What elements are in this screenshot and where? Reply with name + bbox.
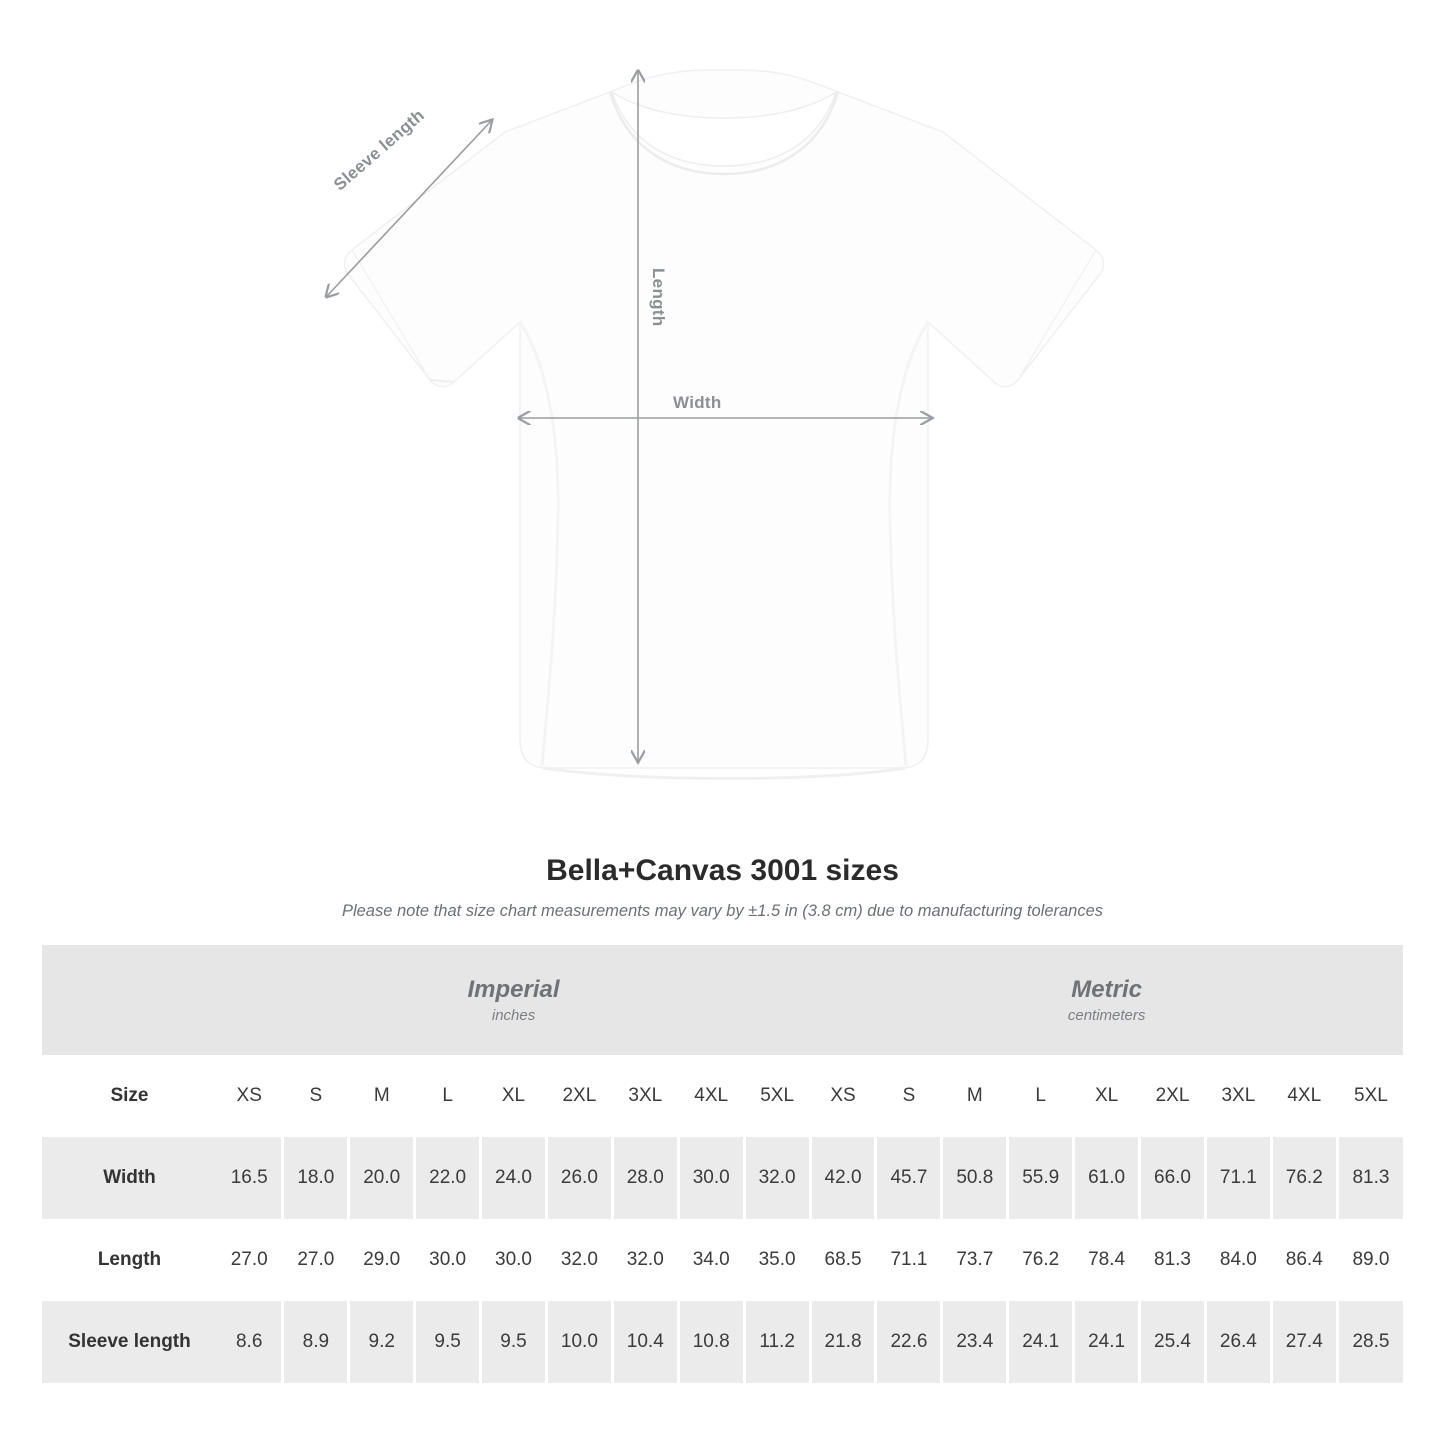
unit-metric-sub: centimeters bbox=[1067, 1007, 1146, 1025]
sleeve-3xl-imp: 10.4 bbox=[612, 1301, 678, 1383]
header-size-l-met: L bbox=[1008, 1055, 1074, 1137]
width-2xl-imp: 26.0 bbox=[546, 1137, 612, 1219]
header-size-4xl-imp: 4XL bbox=[678, 1055, 744, 1137]
row-label-width: Width bbox=[42, 1137, 217, 1219]
table-row-length bbox=[42, 1219, 1403, 1301]
sleeve-2xl-imp: 10.0 bbox=[546, 1301, 612, 1383]
header-size-3xl-imp: 3XL bbox=[612, 1055, 678, 1137]
length-5xl-met: 89.0 bbox=[1337, 1219, 1403, 1301]
sleeve-4xl-imp: 10.8 bbox=[678, 1301, 744, 1383]
length-xs-imp: 27.0 bbox=[217, 1219, 283, 1301]
size-header-row bbox=[42, 1055, 1403, 1137]
sleeve-5xl-imp: 11.2 bbox=[744, 1301, 810, 1383]
shirt-shape bbox=[345, 70, 1104, 779]
sleeve-xl-imp: 9.5 bbox=[481, 1301, 547, 1383]
header-size-m-met: M bbox=[942, 1055, 1008, 1137]
header-size-xs-met: XS bbox=[810, 1055, 876, 1137]
sleeve-l-imp: 9.5 bbox=[415, 1301, 481, 1383]
header-size-s-met: S bbox=[876, 1055, 942, 1137]
header-size-xl-met: XL bbox=[1074, 1055, 1140, 1137]
width-3xl-met: 71.1 bbox=[1205, 1137, 1271, 1219]
width-4xl-met: 76.2 bbox=[1271, 1137, 1337, 1219]
length-m-met: 73.7 bbox=[942, 1219, 1008, 1301]
width-l-imp: 22.0 bbox=[415, 1137, 481, 1219]
unit-header-imperial bbox=[217, 945, 810, 1055]
length-2xl-met: 81.3 bbox=[1140, 1219, 1206, 1301]
label-sleeve-length: Sleeve length bbox=[330, 105, 429, 195]
header-size-s-imp: S bbox=[283, 1055, 349, 1137]
width-3xl-imp: 28.0 bbox=[612, 1137, 678, 1219]
row-label-length: Length bbox=[42, 1219, 217, 1301]
row-label-sleeve-length: Sleeve length bbox=[42, 1301, 217, 1383]
width-5xl-imp: 32.0 bbox=[744, 1137, 810, 1219]
sleeve-xl-met: 24.1 bbox=[1074, 1301, 1140, 1383]
header-size-label: Size bbox=[42, 1055, 217, 1137]
header-size-4xl-met: 4XL bbox=[1271, 1055, 1337, 1137]
header-size-l-imp: L bbox=[415, 1055, 481, 1137]
width-4xl-imp: 30.0 bbox=[678, 1137, 744, 1219]
tolerance-note: Please note that size chart measurements may vary by ±1.5 in (3.8 cm) due to manufacturing tolerances bbox=[341, 902, 1104, 920]
table-row-width bbox=[42, 1137, 1403, 1219]
header-size-2xl-met: 2XL bbox=[1140, 1055, 1206, 1137]
width-2xl-met: 66.0 bbox=[1140, 1137, 1206, 1219]
unit-imperial-sub: inches bbox=[491, 1007, 536, 1025]
length-l-imp: 30.0 bbox=[415, 1219, 481, 1301]
length-l-met: 76.2 bbox=[1008, 1219, 1074, 1301]
sleeve-4xl-met: 27.4 bbox=[1271, 1301, 1337, 1383]
header-size-m-imp: M bbox=[349, 1055, 415, 1137]
length-3xl-imp: 32.0 bbox=[612, 1219, 678, 1301]
width-l-met: 55.9 bbox=[1008, 1137, 1074, 1219]
header-size-5xl-imp: 5XL bbox=[744, 1055, 810, 1137]
length-xl-imp: 30.0 bbox=[481, 1219, 547, 1301]
sleeve-s-imp: 8.9 bbox=[283, 1301, 349, 1383]
length-3xl-met: 84.0 bbox=[1205, 1219, 1271, 1301]
label-width: Width bbox=[673, 393, 722, 412]
width-s-imp: 18.0 bbox=[283, 1137, 349, 1219]
header-size-3xl-met: 3XL bbox=[1205, 1055, 1271, 1137]
sleeve-5xl-met: 28.5 bbox=[1337, 1301, 1403, 1383]
length-xl-met: 78.4 bbox=[1074, 1219, 1140, 1301]
length-m-imp: 29.0 bbox=[349, 1219, 415, 1301]
width-m-met: 50.8 bbox=[942, 1137, 1008, 1219]
width-xs-imp: 16.5 bbox=[217, 1137, 283, 1219]
sleeve-s-met: 22.6 bbox=[876, 1301, 942, 1383]
width-m-imp: 20.0 bbox=[349, 1137, 415, 1219]
sleeve-2xl-met: 25.4 bbox=[1140, 1301, 1206, 1383]
sleeve-xs-met: 21.8 bbox=[810, 1301, 876, 1383]
width-xl-imp: 24.0 bbox=[481, 1137, 547, 1219]
width-5xl-met: 81.3 bbox=[1337, 1137, 1403, 1219]
unit-header-spacer bbox=[42, 945, 217, 1055]
page-title: Bella+Canvas 3001 sizes bbox=[546, 854, 899, 887]
width-xl-met: 61.0 bbox=[1074, 1137, 1140, 1219]
length-xs-met: 68.5 bbox=[810, 1219, 876, 1301]
label-length: Length bbox=[649, 268, 668, 327]
table-row-sleeve-length bbox=[42, 1301, 1403, 1383]
sleeve-m-imp: 9.2 bbox=[349, 1301, 415, 1383]
sleeve-xs-imp: 8.6 bbox=[217, 1301, 283, 1383]
sleeve-m-met: 23.4 bbox=[942, 1301, 1008, 1383]
size-table bbox=[42, 945, 1403, 1383]
unit-header-row bbox=[42, 945, 1403, 1055]
length-2xl-imp: 32.0 bbox=[546, 1219, 612, 1301]
sleeve-3xl-met: 26.4 bbox=[1205, 1301, 1271, 1383]
length-s-imp: 27.0 bbox=[283, 1219, 349, 1301]
unit-metric-name: Metric bbox=[1071, 975, 1142, 1003]
title-block bbox=[0, 854, 1445, 921]
width-s-met: 45.7 bbox=[876, 1137, 942, 1219]
width-xs-met: 42.0 bbox=[810, 1137, 876, 1219]
unit-imperial-name: Imperial bbox=[467, 975, 560, 1003]
length-s-met: 71.1 bbox=[876, 1219, 942, 1301]
length-4xl-met: 86.4 bbox=[1271, 1219, 1337, 1301]
length-5xl-imp: 35.0 bbox=[744, 1219, 810, 1301]
header-size-xl-imp: XL bbox=[481, 1055, 547, 1137]
length-4xl-imp: 34.0 bbox=[678, 1219, 744, 1301]
sleeve-l-met: 24.1 bbox=[1008, 1301, 1074, 1383]
header-size-5xl-met: 5XL bbox=[1337, 1055, 1403, 1137]
size-table-wrap bbox=[42, 945, 1403, 1383]
header-size-xs-imp: XS bbox=[217, 1055, 283, 1137]
unit-header-metric bbox=[810, 945, 1403, 1055]
header-size-2xl-imp: 2XL bbox=[546, 1055, 612, 1137]
